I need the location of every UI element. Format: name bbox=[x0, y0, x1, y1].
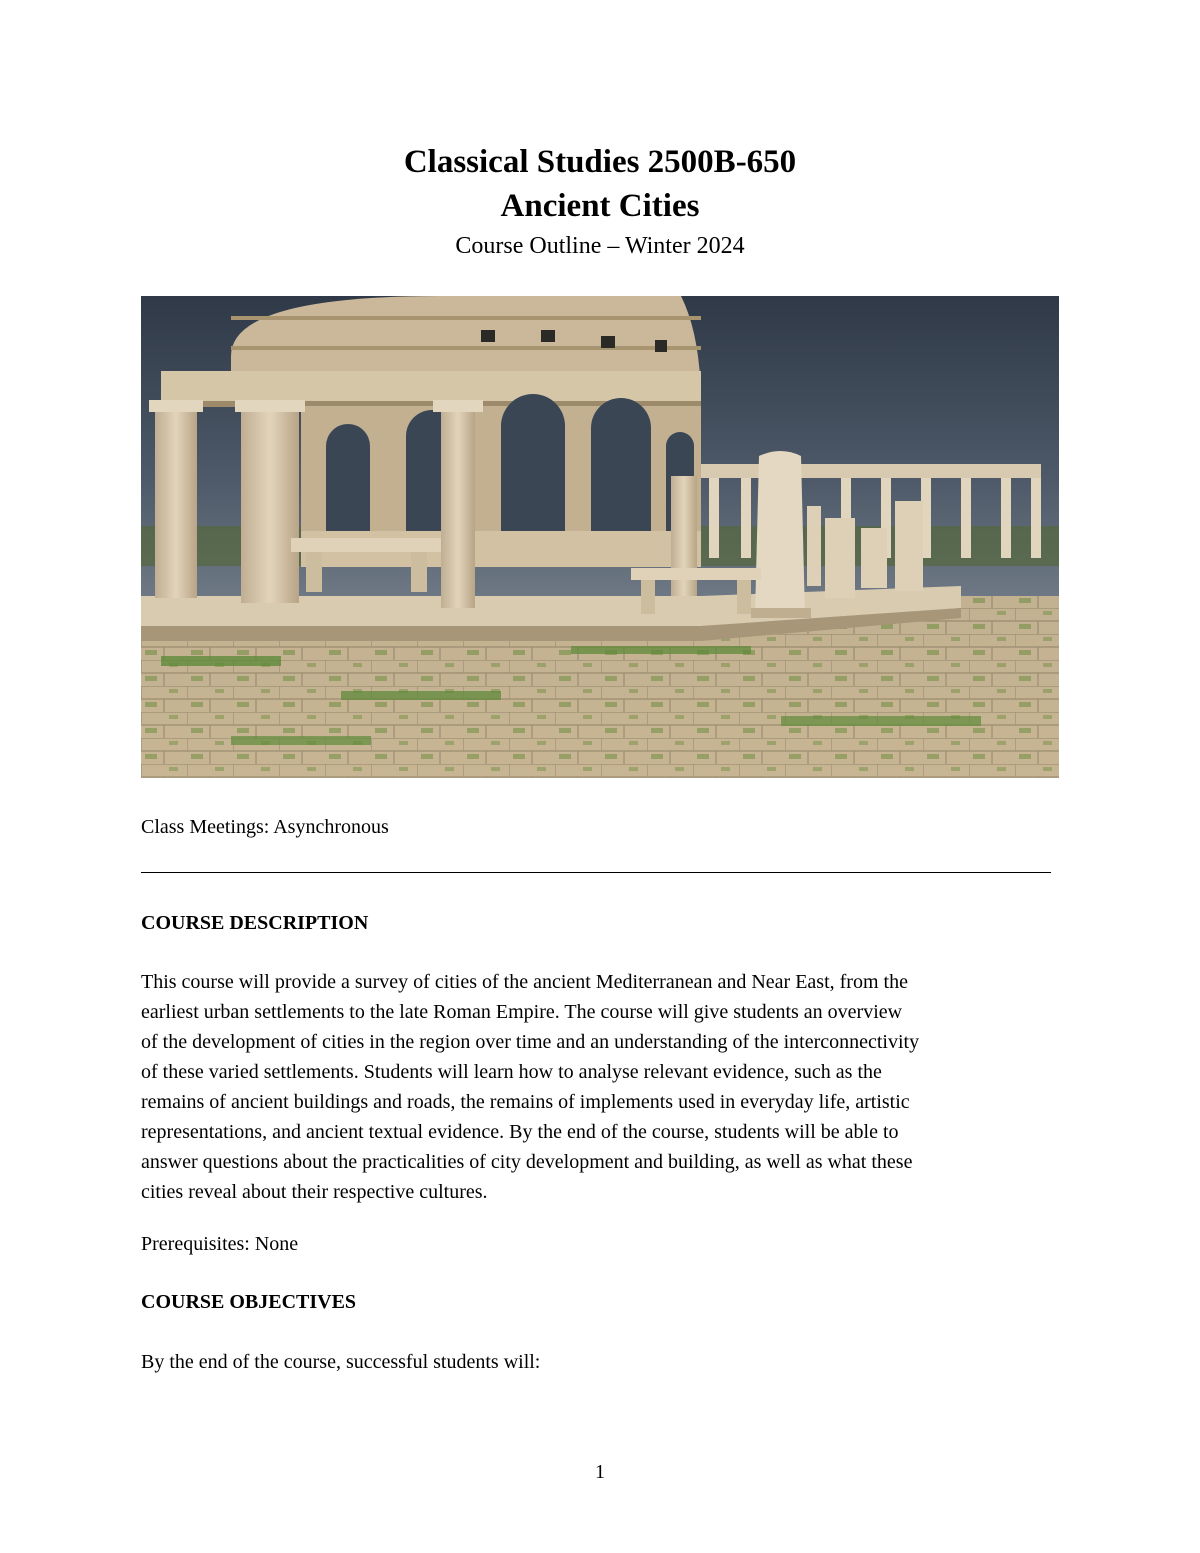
course-outline-subtitle: Course Outline – Winter 2024 bbox=[455, 233, 745, 259]
course-objectives-heading: COURSE OBJECTIVES bbox=[141, 1291, 357, 1313]
prerequisites-line: Prerequisites: None bbox=[141, 1233, 299, 1255]
course-name-title: Ancient Cities bbox=[500, 188, 700, 224]
course-code-title: Classical Studies 2500B-650 bbox=[403, 144, 797, 180]
page-number: 1 bbox=[595, 1461, 605, 1483]
course-description-heading: COURSE DESCRIPTION bbox=[141, 912, 369, 934]
description-line: of the development of cities in the region over time and an understanding of the interconnectivity bbox=[141, 1031, 920, 1053]
course-description-paragraph bbox=[141, 967, 1061, 1207]
description-line: answer questions about the practicalities of city development and building, as well as what these bbox=[141, 1151, 913, 1173]
ancient-ruins-photo bbox=[141, 296, 1059, 778]
description-line: representations, and ancient textual evidence. By the end of the course, students will be able to bbox=[141, 1121, 899, 1143]
description-line: This course will provide a survey of cities of the ancient Mediterranean and Near East, from the bbox=[141, 971, 908, 993]
description-line: cities reveal about their respective cultures. bbox=[141, 1181, 488, 1203]
description-line: of these varied settlements. Students will learn how to analyse relevant evidence, such as the bbox=[141, 1061, 882, 1083]
class-meetings-line: Class Meetings: Asynchronous bbox=[141, 816, 389, 838]
description-line: earliest urban settlements to the late Roman Empire. The course will give students an overview bbox=[141, 1001, 903, 1023]
description-line: remains of ancient buildings and roads, the remains of implements used in everyday life, artistic bbox=[141, 1091, 910, 1113]
ruins-illustration bbox=[141, 296, 1059, 778]
separator-rule bbox=[141, 872, 1051, 873]
objectives-intro-line: By the end of the course, successful students will: bbox=[141, 1351, 541, 1373]
